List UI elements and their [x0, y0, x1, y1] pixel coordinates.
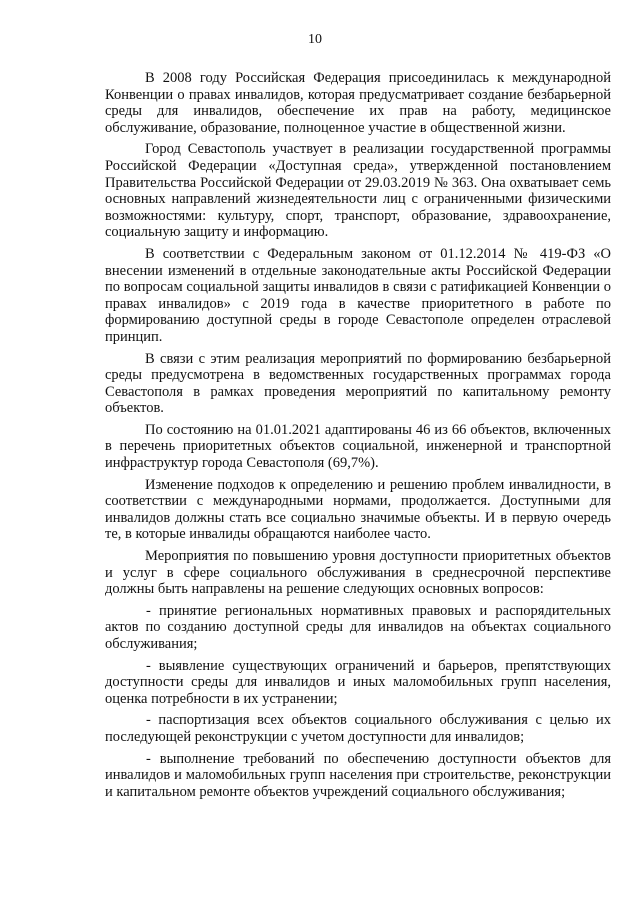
document-body	[105, 70, 611, 805]
list-item-barrier-identification: - выявление существующих ограничений и барьеров, препятствующих доступности среды для инвалидов и иных маломобильных групп населения, оценка потребности в их устранении;	[105, 657, 611, 707]
list-item-construction-requirements: - выполнение требований по обеспечению доступности объектов для инвалидов и маломобильных групп населения при строительстве, реконструкции и капитальном ремонте объектов учреждений социального обслуживания;	[105, 750, 611, 800]
paragraph-adapted-objects: По состоянию на 01.01.2021 адаптированы 46 из 66 объектов, включенных в перечень приоритетных объектов социальной, инженерной и транспортной инфраструктур города Севастополя (69,7%).	[105, 421, 611, 472]
paragraph-accessible-environment-program: Город Севастополь участвует в реализации государственной программы Российской Федерации «Доступная среда», утвержденной постановлением Правительства Российской Федерации от 29.03.2019 № 363. Она охватывает семь основных направлений жизнедеятельности лиц с ограниченными физическими возможностями: культуру, спорт, транспорт, образование, здравоохранение, социальную защиту и информацию.	[105, 141, 611, 241]
list-item-certification: - паспортизация всех объектов социального обслуживания с целью их последующей реконструкции с учетом доступности для инвалидов;	[105, 712, 611, 745]
paragraph-convention: В 2008 году Российская Федерация присоединилась к международной Конвенции о правах инвалидов, которая предусматривает создание безбарьерной среды для инвалидов, обеспечение их прав на работу, медицинское обслуживание, образование, полноценное участие в общественной жизни.	[105, 70, 611, 136]
page-number: 10	[308, 32, 322, 47]
paragraph-changing-approaches: Изменение подходов к определению и решению проблем инвалидности, в соответствии с международными нормами, продолжается. Доступными для инвалидов должны стать все социально значимые объекты. И в первую очередь те, в которые инвалиды обращаются наиболее часто.	[105, 476, 611, 543]
paragraph-departmental-programs: В связи с этим реализация мероприятий по формированию безбарьерной среды предусмотрена в ведомственных государственных программах города Севастополя в рамках проведения мероприятий по капитальному ремонту объектов.	[105, 350, 611, 417]
list-item-regulatory-acts: - принятие региональных нормативных правовых и распорядительных актов по созданию доступной среды для инвалидов на объектах социального обслуживания;	[105, 602, 611, 652]
paragraph-federal-law: В соответствии с Федеральным законом от 01.12.2014 № 419-ФЗ «О внесении изменений в отдельные законодательные акты Российской Федерации по вопросам социальной защиты инвалидов в связи с ратификацией Конвенции о правах инвалидов» с 2019 года в качестве приоритетного в работе по формированию доступной среды в городе Севастополе определен отраслевой принцип.	[105, 245, 611, 345]
paragraph-measures-intro: Мероприятия по повышению уровня доступности приоритетных объектов и услуг в сфере социального обслуживания в среднесрочной перспективе должны быть направлены на решение следующих основных вопросов:	[105, 548, 611, 598]
